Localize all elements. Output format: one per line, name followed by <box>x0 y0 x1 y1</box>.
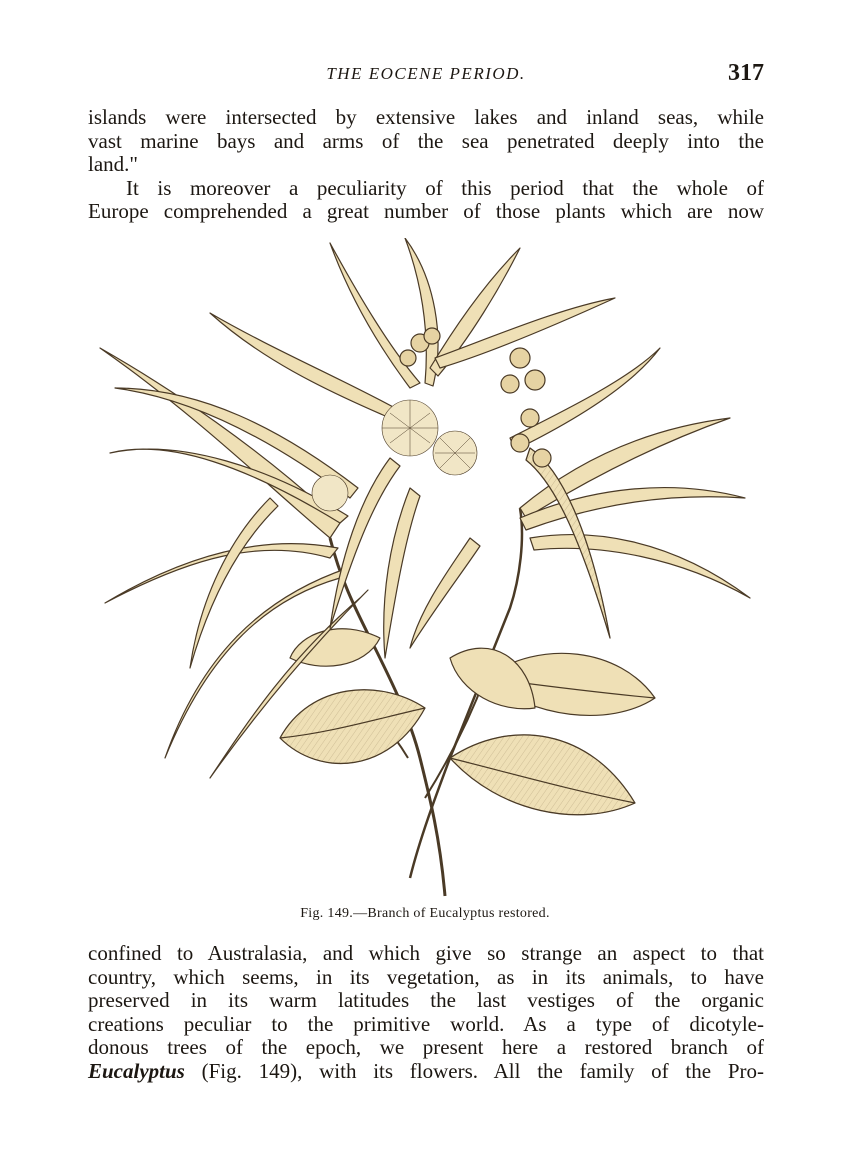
eucalyptus-illustration <box>90 238 760 900</box>
text-line: islands were intersected by extensive lakes and inland seas, while <box>88 105 764 129</box>
figure-caption: Fig. 149.—Branch of Eucalyptus restored. <box>300 906 550 921</box>
text-line: Europe comprehended a great number of those plants which are now <box>88 199 764 223</box>
text-line-6 <box>88 1060 764 1084</box>
bottom-text-block <box>88 942 764 1083</box>
page-number: 317 <box>728 60 764 86</box>
text-line: country, which seems, in its vegetation, as in its animals, to have <box>88 964 764 989</box>
text-line-rest: (Fig. 149), with its flowers. All the family of the Pro- <box>184 1058 764 1083</box>
text-line: preserved in its warm latitudes the last vestiges of the organic <box>88 988 764 1012</box>
text-line: land." <box>88 152 138 176</box>
paragraph-2 <box>88 177 764 224</box>
text-line: It is moreover a peculiarity of this period that the whole of <box>126 175 764 200</box>
text-line: donous trees of the epoch, we present here a restored branch of <box>88 1035 764 1059</box>
text-line: confined to Australasia, and which give so strange an aspect to that <box>88 941 764 965</box>
paragraph-1 <box>88 106 764 177</box>
page-header <box>88 60 764 92</box>
text-line: creations peculiar to the primitive world. As a type of dicotyle- <box>88 1011 764 1036</box>
italic-genus-name: Eucalyptus <box>88 1058 185 1083</box>
running-title: THE EOCENE PERIOD. <box>326 64 526 83</box>
top-text-block <box>88 106 764 224</box>
paragraph-3 <box>88 942 764 1083</box>
text-line: vast marine bays and arms of the sea penetrated deeply into the <box>88 128 764 153</box>
